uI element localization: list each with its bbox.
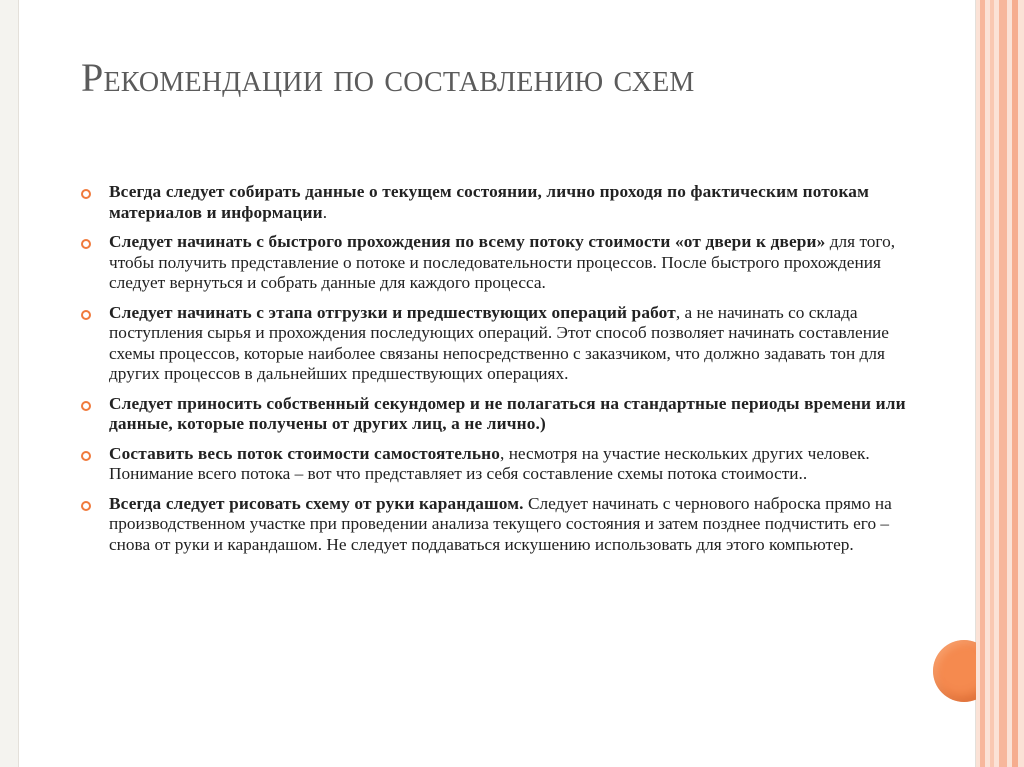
stripe (1012, 0, 1018, 767)
bullet-circle-icon (81, 310, 91, 320)
bullet-text: , а не начинать со склада поступления сырья и прохождения последующих операций. Этот способ позволяет начинать составление схемы процессов, которые наиболее связаны непосредственно с заказчиком, что должно задавать тон для других процессов в дальнейших предшествующих операциях. (109, 302, 889, 383)
bullet-circle-icon (81, 401, 91, 411)
bullet-item (79, 303, 909, 385)
bullet-bold-text: Следует приносить собственный секундомер и не полагаться на стандартные периоды времени или данные, которые получены от других лиц, а не лично.) (109, 393, 906, 433)
bullet-text: Следует начинать с чернового наброска прямо на производственном участке при проведении анализа текущего состояния и затем позднее подчистить его – снова от руки и карандашом. Не следует поддаваться искушению использовать для этого компьютер. (109, 493, 892, 554)
bullet-circle-icon (81, 451, 91, 461)
bullet-circle-icon (81, 501, 91, 511)
bullet-circle-icon (81, 239, 91, 249)
slide (18, 0, 976, 767)
bullet-item (79, 182, 909, 223)
bullet-circle-icon (81, 189, 91, 199)
bullet-bold-text: Всегда следует собирать данные о текущем состоянии, лично проходя по фактическим потокам материалов и информации (109, 182, 870, 222)
bullet-item (79, 494, 909, 556)
bullet-bold-text: Составить весь поток стоимости самостоятельно (109, 443, 501, 463)
bullet-item (79, 232, 909, 294)
bullet-bold-text: Следует начинать с быстрого прохождения по всему потоку стоимости «от двери к двери» (109, 232, 826, 251)
stripe (990, 0, 994, 767)
bullet-item (79, 444, 909, 485)
bullet-text: для того, чтобы получить представление о потоке и последовательности процессов. После быстрого прохождения следует вернуться и собрать данные для каждого процесса. (109, 232, 896, 292)
bullet-text: . (322, 202, 328, 222)
bullet-item (79, 394, 909, 435)
decorative-stripes (976, 0, 1024, 767)
bullet-bold-text: Следует начинать с этапа отгрузки и предшествующих операций работ (109, 302, 676, 322)
stripe (980, 0, 985, 767)
bullet-list (79, 182, 909, 564)
bullet-bold-text: Всегда следует рисовать схему от руки карандашом. (109, 493, 524, 513)
bullet-text: , несмотря на участие нескольких других человек. Понимание всего потока – вот что представляет из себя составление схемы потока стоимости.. (109, 443, 870, 483)
stripe (999, 0, 1007, 767)
slide-title: Рекомендации по составлению схем (81, 55, 695, 100)
